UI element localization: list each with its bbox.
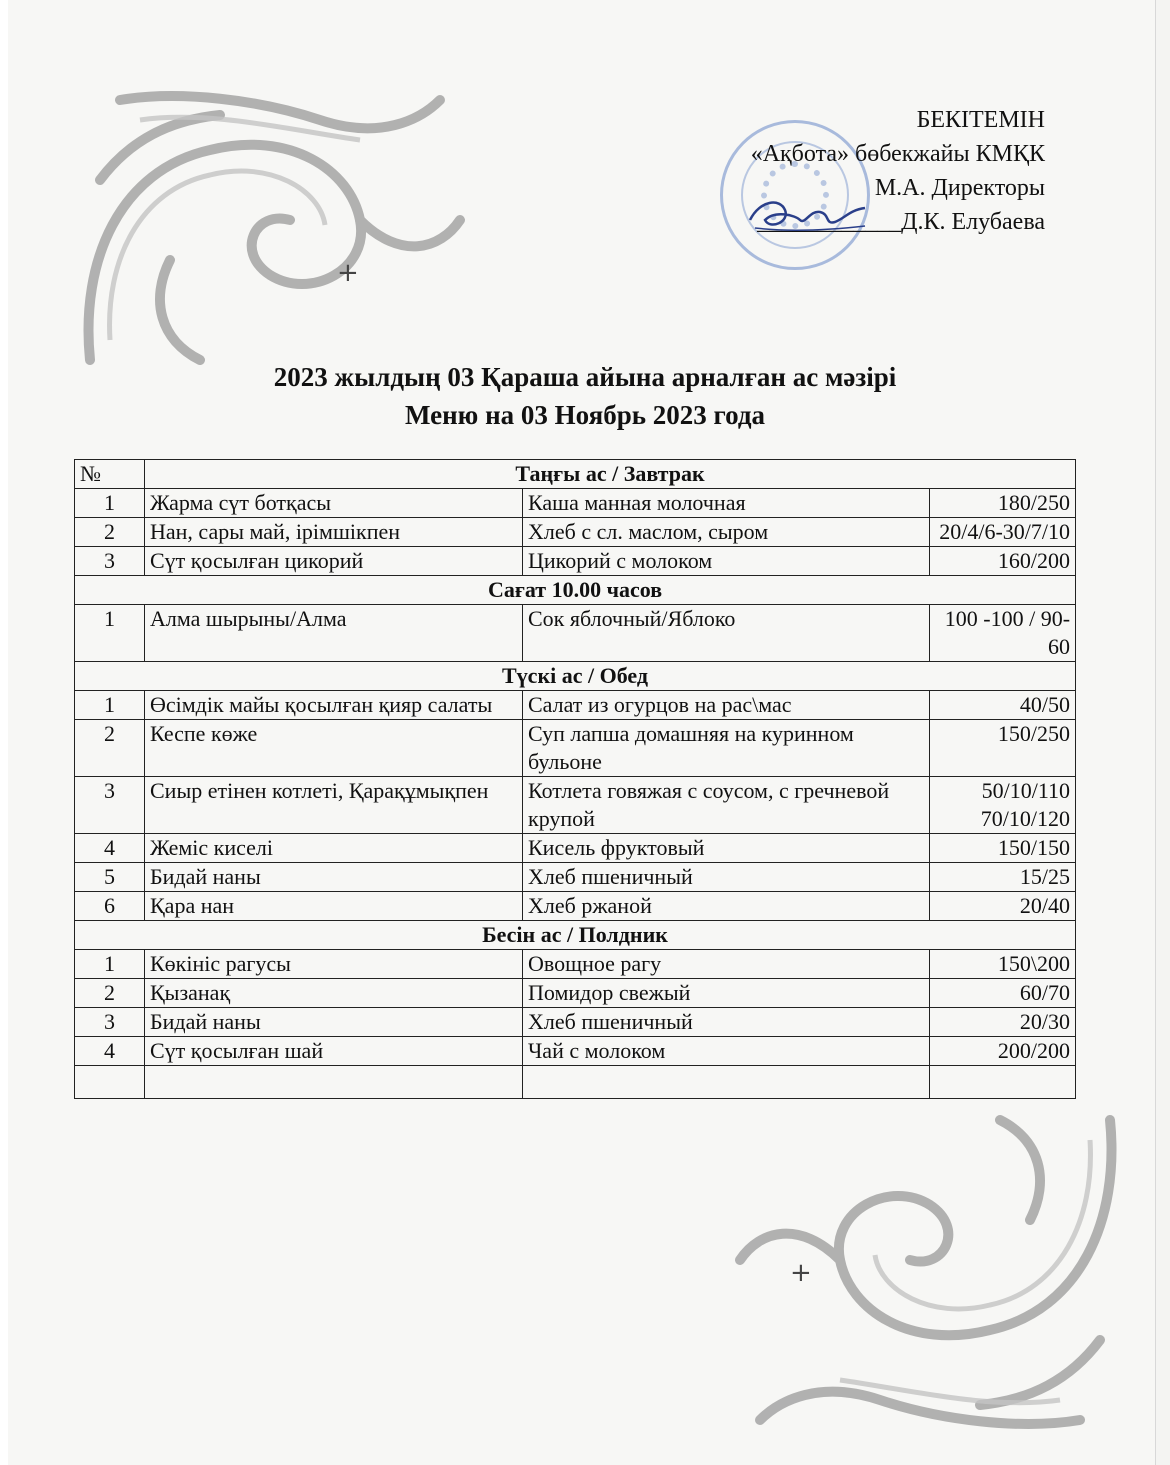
empty-cell — [145, 1066, 523, 1099]
dish-name-kz: Сүт қосылған шай — [145, 1037, 523, 1066]
row-number: 5 — [75, 863, 145, 892]
row-number: 1 — [75, 950, 145, 979]
portion-weight: 20/30 — [930, 1008, 1076, 1037]
table-row — [75, 950, 1076, 979]
section-header-row — [75, 460, 1076, 489]
dish-name-kz: Өсімдік майы қосылған қияр салаты — [145, 691, 523, 720]
dish-name-ru: Сок яблочный/Яблоко — [523, 605, 930, 662]
dish-name-kz: Жеміс киселі — [145, 834, 523, 863]
dish-name-kz: Алма шырыны/Алма — [145, 605, 523, 662]
row-number: 1 — [75, 691, 145, 720]
row-number: 1 — [75, 605, 145, 662]
table-row — [75, 605, 1076, 662]
dish-name-kz: Қызанақ — [145, 979, 523, 1008]
row-number: 3 — [75, 1008, 145, 1037]
dish-name-kz: Сүт қосылған цикорий — [145, 547, 523, 576]
dish-name-ru: Хлеб пшеничный — [523, 863, 930, 892]
row-number: 6 — [75, 892, 145, 921]
approval-position: М.А. Директоры — [874, 175, 1045, 201]
dish-name-kz: Қара нан — [145, 892, 523, 921]
table-row — [75, 777, 1076, 834]
dish-name-ru: Каша манная молочная — [523, 489, 930, 518]
section-title-snack: Сағат 10.00 часов — [75, 576, 1076, 605]
table-row — [75, 489, 1076, 518]
portion-weight: 60/70 — [930, 979, 1076, 1008]
empty-cell — [523, 1066, 930, 1099]
portion-weight: 150/250 — [930, 720, 1076, 777]
table-row — [75, 863, 1076, 892]
page-edge — [1155, 0, 1170, 1465]
crosshair-mark-bottom: + — [790, 1258, 812, 1288]
table-row — [75, 518, 1076, 547]
section-header-row — [75, 662, 1076, 691]
approval-organization: «Ақбота» бөбекжайы КМҚК — [750, 141, 1045, 167]
dish-name-ru: Помидор свежый — [523, 979, 930, 1008]
portion-weight: 15/25 — [930, 863, 1076, 892]
portion-weight: 40/50 — [930, 691, 1076, 720]
section-title-lunch: Түскі ас / Обед — [75, 662, 1076, 691]
dish-name-kz: Бидай наны — [145, 1008, 523, 1037]
empty-cell — [930, 1066, 1076, 1099]
dish-name-kz: Бидай наны — [145, 863, 523, 892]
row-number: 2 — [75, 720, 145, 777]
dish-name-ru: Хлеб с сл. маслом, сыром — [523, 518, 930, 547]
dish-name-kz: Жарма сүт ботқасы — [145, 489, 523, 518]
portion-weight: 50/10/110 70/10/120 — [930, 777, 1076, 834]
empty-cell — [75, 1066, 145, 1099]
portion-weight: 20/40 — [930, 892, 1076, 921]
portion-weight: 150\200 — [930, 950, 1076, 979]
dish-name-kz: Кеспе көже — [145, 720, 523, 777]
table-row — [75, 547, 1076, 576]
dish-name-ru: Кисель фруктовый — [523, 834, 930, 863]
row-number: 2 — [75, 518, 145, 547]
row-number: 4 — [75, 1037, 145, 1066]
dish-name-ru: Чай с молоком — [523, 1037, 930, 1066]
row-number: 1 — [75, 489, 145, 518]
num-header: № — [75, 460, 145, 489]
table-row — [75, 691, 1076, 720]
title-kazakh: 2023 жылдың 03 Қараша айына арналған ас мәзірі — [273, 362, 897, 392]
crosshair-mark-top: + — [337, 258, 359, 288]
table-row — [75, 1008, 1076, 1037]
section-header-row — [75, 921, 1076, 950]
dish-name-ru: Суп лапша домашняя на куринном бульоне — [523, 720, 930, 777]
dish-name-ru: Салат из огурцов на рас\мас — [523, 691, 930, 720]
portion-weight: 100 -100 / 90-60 — [930, 605, 1076, 662]
dish-name-ru: Овощное рагу — [523, 950, 930, 979]
table-row — [75, 892, 1076, 921]
section-header-row — [75, 576, 1076, 605]
portion-weight: 20/4/6-30/7/10 — [930, 518, 1076, 547]
section-title-afternoon-snack: Бесін ас / Полдник — [75, 921, 1076, 950]
menu-table — [74, 459, 1076, 1099]
portion-weight: 200/200 — [930, 1037, 1076, 1066]
approval-name: ____________Д.К. Елубаева — [757, 209, 1045, 235]
dish-name-kz: Нан, сары май, ірімшікпен — [145, 518, 523, 547]
dish-name-ru: Хлеб ржаной — [523, 892, 930, 921]
section-title-breakfast: Таңғы ас / Завтрак — [145, 460, 1076, 489]
row-number: 3 — [75, 777, 145, 834]
empty-table-row — [75, 1066, 1076, 1099]
title-russian: Меню на 03 Ноябрь 2023 года — [405, 400, 765, 430]
approval-heading: БЕКІТЕМІН — [916, 107, 1045, 133]
dish-name-ru: Хлеб пшеничный — [523, 1008, 930, 1037]
portion-weight: 180/250 — [930, 489, 1076, 518]
row-number: 2 — [75, 979, 145, 1008]
dish-name-ru: Цикорий с молоком — [523, 547, 930, 576]
portion-weight: 160/200 — [930, 547, 1076, 576]
row-number: 4 — [75, 834, 145, 863]
row-number: 3 — [75, 547, 145, 576]
table-row — [75, 979, 1076, 1008]
portion-weight: 150/150 — [930, 834, 1076, 863]
handwritten-signature — [740, 190, 870, 240]
table-row — [75, 720, 1076, 777]
table-row — [75, 1037, 1076, 1066]
table-row — [75, 834, 1076, 863]
dish-name-kz: Көкініс рагусы — [145, 950, 523, 979]
dish-name-ru: Котлета говяжая с соусом, с гречневой крупой — [523, 777, 930, 834]
dish-name-kz: Сиыр етінен котлеті, Қарақұмықпен — [145, 777, 523, 834]
